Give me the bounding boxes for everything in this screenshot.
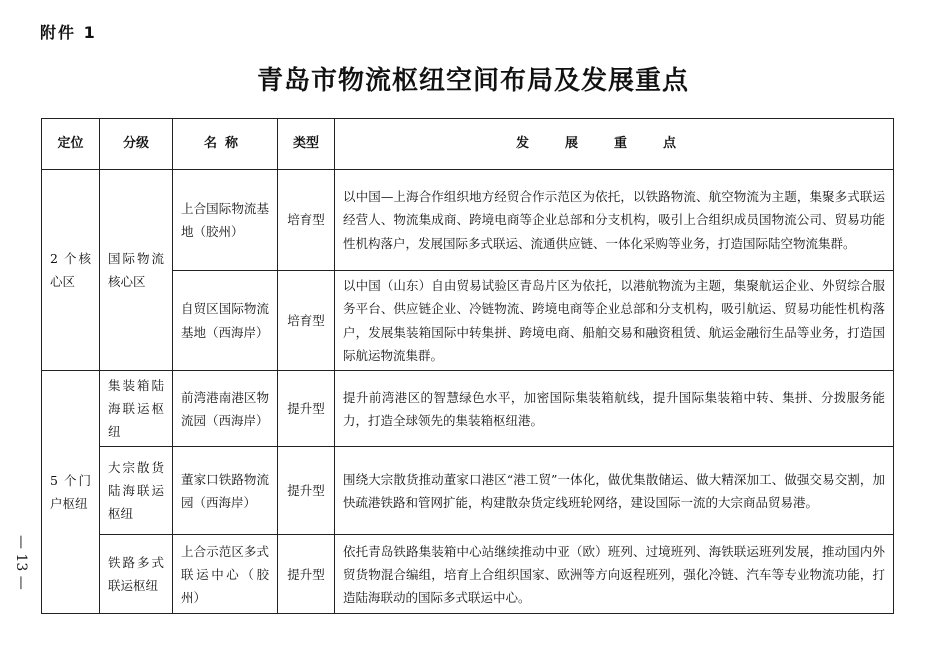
position-cell: 2 个核心区 [42, 170, 100, 371]
focus-cell: 围绕大宗散货推动董家口港区“港工贸”一体化，做优集散储运、做大精深加工、做强交易交割，加快疏港铁路和管网扩能，构建散杂货定线班轮网络，建设国际一流的大宗商品贸易港。 [335, 447, 894, 535]
type-cell: 培育型 [278, 271, 335, 371]
name-cell: 董家口铁路物流园（西海岸） [173, 447, 278, 535]
focus-cell: 依托青岛铁路集装箱中心站继续推动中亚（欧）班列、过境班列、海铁联运班列发展，推动国内外贸货物混合编组，培育上合组织国家、欧洲等方向返程班列，强化冷链、汽车等专业物流功能，打造陆海联动的国际多式联运中心。 [335, 535, 894, 614]
type-cell: 提升型 [278, 371, 335, 447]
header-level: 分级 [100, 119, 173, 170]
focus-cell: 以中国—上海合作组织地方经贸合作示范区为依托，以铁路物流、航空物流为主题，集聚多式联运经营人、物流集成商、跨境电商等企业总部和分支机构，吸引上合组织成员国物流公司、贸易功能性机构落户，发展国际多式联运、流通供应链、一体化采购等业务，打造国际陆空物流集群。 [335, 170, 894, 271]
focus-cell: 以中国（山东）自由贸易试验区青岛片区为依托，以港航物流为主题，集聚航运企业、外贸综合服务平台、供应链企业、冷链物流、跨境电商等企业总部和分支机构，吸引航运、贸易功能性机构落户，发展集装箱国际中转集拼、跨境电商、船舶交易和融资租赁、航运金融衍生品等业务，打造国际航运物流集群。 [335, 271, 894, 371]
header-focus: 发展重点 [335, 119, 894, 170]
table-row [42, 447, 894, 535]
logistics-hub-table [41, 118, 894, 614]
header-name: 名称 [173, 119, 278, 170]
name-cell: 上合示范区多式联运中心（胶州） [173, 535, 278, 614]
level-cell: 国际物流核心区 [100, 170, 173, 371]
page-number: — 13 — [13, 535, 29, 590]
table-row [42, 371, 894, 447]
type-cell: 提升型 [278, 447, 335, 535]
name-cell: 上合国际物流基地（胶州） [173, 170, 278, 271]
name-cell: 自贸区国际物流基地（西海岸） [173, 271, 278, 371]
table-header-row [42, 119, 894, 170]
attachment-label: 附件 1 [40, 23, 97, 42]
table-row [42, 170, 894, 271]
document-title: 青岛市物流枢纽空间布局及发展重点 [256, 66, 689, 96]
type-cell: 培育型 [278, 170, 335, 271]
header-position: 定位 [42, 119, 100, 170]
table-row [42, 535, 894, 614]
type-cell: 提升型 [278, 535, 335, 614]
name-cell: 前湾港南港区物流园（西海岸） [173, 371, 278, 447]
focus-cell: 提升前湾港区的智慧绿色水平，加密国际集装箱航线，提升国际集装箱中转、集拼、分拨服务能力，打造全球领先的集装箱枢纽港。 [335, 371, 894, 447]
level-cell: 大宗散货陆海联运枢纽 [100, 447, 173, 535]
level-cell: 集装箱陆海联运枢纽 [100, 371, 173, 447]
position-cell: 5 个门户枢纽 [42, 371, 100, 614]
level-cell: 铁路多式联运枢纽 [100, 535, 173, 614]
header-type: 类型 [278, 119, 335, 170]
